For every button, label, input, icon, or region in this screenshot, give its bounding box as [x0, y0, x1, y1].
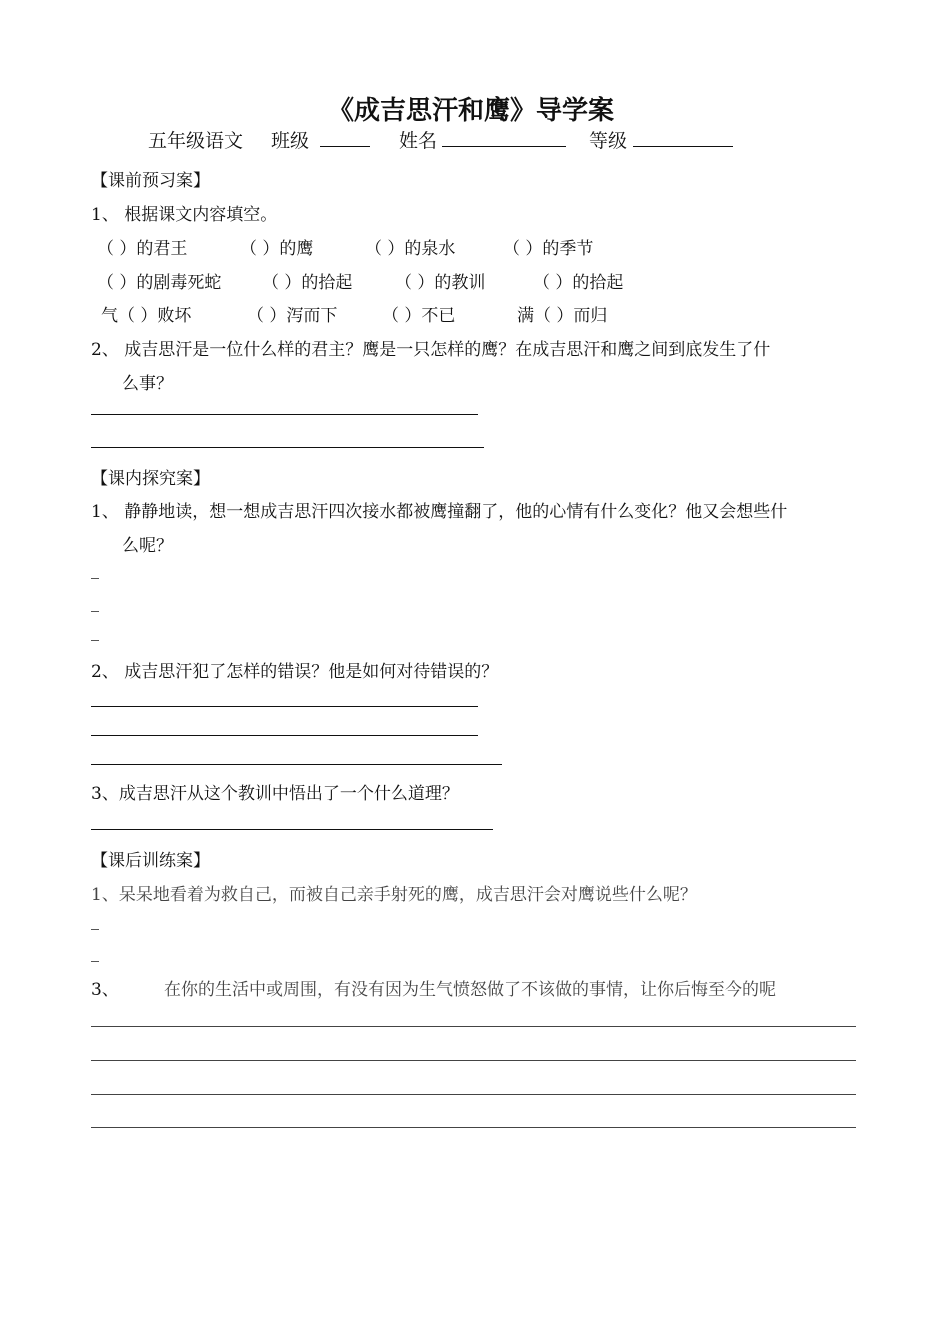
- fill-item[interactable]: （ ）的拾起: [262, 273, 353, 293]
- fill-item[interactable]: （ ）泻而下: [247, 306, 338, 326]
- answer-line[interactable]: [91, 447, 484, 448]
- answer-line[interactable]: [91, 1026, 856, 1027]
- name-blank[interactable]: [442, 128, 566, 147]
- fill-item[interactable]: （ ）不已: [382, 306, 456, 326]
- inclass-question-3: 3、成吉思汗从这个教训中悟出了一个什么道理？: [91, 784, 459, 804]
- fill-item[interactable]: （ ）的泉水: [365, 239, 456, 259]
- answer-line[interactable]: [91, 764, 502, 765]
- level-blank[interactable]: [633, 128, 733, 147]
- name-label: 姓名: [399, 130, 438, 152]
- answer-line[interactable]: [91, 1127, 856, 1128]
- section-header-preview: 【课前预习案】: [91, 171, 210, 191]
- inclass-question-1: 1、 静静地读，想一想成吉思汗四次接水都被鹰撞翻了，他的心情有什么变化？他又会想些什: [91, 502, 788, 522]
- preview-question-2: 2、 成吉思汗是一位什么样的君主？鹰是一只怎样的鹰？在成吉思汗和鹰之间到底发生了什: [91, 340, 771, 360]
- section-header-inclass: 【课内探究案】: [91, 469, 210, 489]
- answer-dash[interactable]: [91, 929, 99, 930]
- fill-item[interactable]: 满（ ）而归: [517, 306, 608, 326]
- fill-item[interactable]: （ ）的教训: [395, 273, 486, 293]
- answer-line[interactable]: [91, 735, 478, 736]
- after-question-3-number: 3、: [91, 980, 119, 1000]
- answer-line[interactable]: [91, 829, 493, 830]
- answer-dash[interactable]: [91, 611, 99, 612]
- level-label: 等级: [589, 130, 628, 152]
- answer-line[interactable]: [91, 1060, 856, 1061]
- section-header-after: 【课后训练案】: [91, 851, 210, 871]
- inclass-question-2: 2、 成吉思汗犯了怎样的错误？他是如何对待错误的？: [91, 662, 499, 682]
- fill-item[interactable]: （ ）的鹰: [240, 239, 314, 259]
- fill-item[interactable]: （ ）的剧毒死蛇: [97, 273, 222, 293]
- fill-item[interactable]: （ ）的季节: [503, 239, 594, 259]
- answer-line[interactable]: [91, 414, 478, 415]
- answer-dash[interactable]: [91, 578, 99, 579]
- fill-item[interactable]: （ ）的拾起: [533, 273, 624, 293]
- fill-item[interactable]: 气（ ）败坏: [101, 306, 192, 326]
- answer-dash[interactable]: [91, 961, 99, 962]
- fill-item[interactable]: （ ）的君王: [97, 239, 188, 259]
- class-label: 班级: [271, 130, 310, 152]
- answer-line[interactable]: [91, 1094, 856, 1095]
- subtitle-grade: 五年级语文: [148, 130, 244, 152]
- inclass-question-1-cont: 么呢？: [122, 536, 173, 556]
- after-question-1: 1、呆呆地看着为救自己，而被自己亲手射死的鹰，成吉思汗会对鹰说些什么呢？: [91, 885, 697, 905]
- after-question-3: 在你的生活中或周围，有没有因为生气愤怒做了不该做的事情，让你后悔至今的呢: [164, 980, 776, 1000]
- class-blank[interactable]: [320, 128, 370, 147]
- preview-question-1: 1、 根据课文内容填空。: [91, 205, 278, 225]
- answer-line[interactable]: [91, 706, 478, 707]
- page-title: 《成吉思汗和鹰》导学案: [328, 96, 615, 126]
- preview-question-2-cont: 么事？: [122, 374, 173, 394]
- answer-dash[interactable]: [91, 640, 99, 641]
